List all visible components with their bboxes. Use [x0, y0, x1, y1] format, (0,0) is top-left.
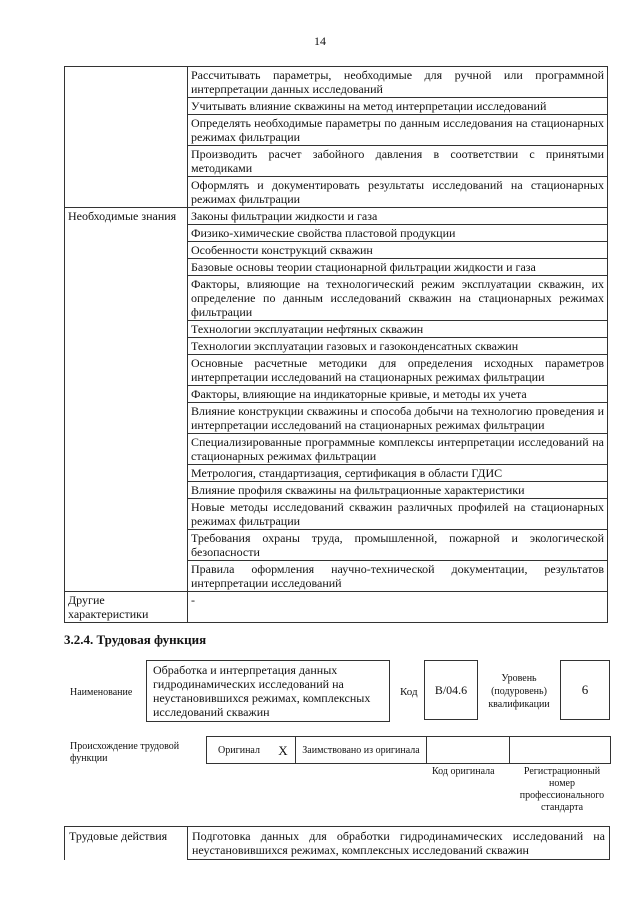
- knowledge-item: Основные расчетные методики для определения исходных параметров интерпретации исследований на стационарных режимах фильтрации: [188, 355, 608, 386]
- knowledge-item: Законы фильтрации жидкости и газа: [188, 208, 608, 225]
- knowledge-item: Требования охраны труда, промышленной, пожарной и экологической безопасности: [188, 530, 608, 561]
- other-value: -: [188, 592, 608, 623]
- knowledge-item: Физико-химические свойства пластовой продукции: [188, 225, 608, 242]
- knowledge-item: Особенности конструкций скважин: [188, 242, 608, 259]
- other-label: Другие характеристики: [65, 592, 188, 623]
- table-row: [65, 403, 608, 434]
- skill-item: Учитывать влияние скважины на метод интерпретации исследований: [188, 98, 608, 115]
- section-heading: 3.2.4. Трудовая функция: [64, 632, 207, 647]
- table-row: [65, 259, 608, 276]
- code-label: Код: [400, 686, 418, 698]
- actions-label: Трудовые действия: [65, 827, 188, 860]
- actions-table: [64, 826, 610, 860]
- table-row: [65, 321, 608, 338]
- knowledge-label: Необходимые знания: [65, 208, 188, 225]
- skill-item: Оформлять и документировать результаты исследований на стационарных режимах фильтрации: [188, 177, 608, 208]
- knowledge-item: Технологии эксплуатации газовых и газоконденсатных скважин: [188, 338, 608, 355]
- skill-item: Определять необходимые параметры по данным исследования на стационарных режимах фильтрации: [188, 115, 608, 146]
- table-row: [65, 386, 608, 403]
- table-row: [65, 465, 608, 482]
- level-value-box: 6: [560, 660, 610, 720]
- original-label: Оригинал: [207, 737, 272, 764]
- table-row: [65, 561, 608, 592]
- table-row: [65, 338, 608, 355]
- knowledge-item: Факторы, влияющие на индикаторные кривые, и методы их учета: [188, 386, 608, 403]
- row-label-empty: [65, 67, 188, 98]
- table-row: [65, 225, 608, 242]
- table-row: [65, 242, 608, 259]
- origin-code-cell: [427, 737, 510, 764]
- knowledge-item: Новые методы исследований скважин различных профилей на стационарных режимах фильтрации: [188, 499, 608, 530]
- table-row: [65, 67, 608, 98]
- skill-item: Производить расчет забойного давления в соответствии с принятыми методиками: [188, 146, 608, 177]
- table-row: [65, 146, 608, 177]
- borrowed-label: Заимствовано из оригинала: [296, 737, 427, 764]
- table-row: [65, 434, 608, 465]
- knowledge-item: Специализированные программные комплексы интерпретации исследований на стационарных режимах фильтрации: [188, 434, 608, 465]
- knowledge-item: Технологии эксплуатации нефтяных скважин: [188, 321, 608, 338]
- table-row: [65, 115, 608, 146]
- table-row: [65, 355, 608, 386]
- knowledge-item: Правила оформления научно-технической документации, результатов интерпретации исследований: [188, 561, 608, 592]
- table-row: [65, 482, 608, 499]
- knowledge-item: Влияние профиля скважины на фильтрационные характеристики: [188, 482, 608, 499]
- origin-label: Происхождение трудовой функции: [70, 741, 180, 764]
- origin-table: [206, 736, 611, 764]
- knowledge-item: Влияние конструкции скважины и способа добычи на технологию проведения и интерпретации исследований на стационарных режимах фильтрации: [188, 403, 608, 434]
- origin-code-caption: Код оригинала: [432, 766, 495, 777]
- knowledge-item: Базовые основы теории стационарной фильтрации жидкости и газа: [188, 259, 608, 276]
- table-row: [65, 276, 608, 321]
- original-mark: X: [271, 737, 296, 764]
- skill-item: Рассчитывать параметры, необходимые для ручной или программной интерпретации данных исследований: [188, 67, 608, 98]
- table-row: [65, 177, 608, 208]
- code-value-box: B/04.6: [424, 660, 478, 720]
- table-row: [65, 827, 610, 860]
- page-number: 14: [314, 34, 326, 48]
- knowledge-item: Метрология, стандартизация, сертификация в области ГДИС: [188, 465, 608, 482]
- table-row: [65, 98, 608, 115]
- knowledge-item: Факторы, влияющие на технологический режим эксплуатации скважин, их определение по данным исследований скважин на стационарных режимах фильтрации: [188, 276, 608, 321]
- table-row: [65, 208, 608, 225]
- function-name-box: Обработка и интерпретация данных гидродинамических исследований на неустановившихся режимах, комплексных исследований скважин: [146, 660, 390, 722]
- table-row: [65, 499, 608, 530]
- reg-number-cell: [510, 737, 611, 764]
- action-item: Подготовка данных для обработки гидродинамических исследований на неустановившихся режимах, комплексных исследований скважин: [188, 827, 610, 860]
- requirements-table: [64, 66, 608, 623]
- level-label: Уровень (подуровень) квалификации: [488, 673, 550, 710]
- reg-number-caption: Регистрационный номер профессионального стандарта: [519, 766, 605, 813]
- table-row: [65, 592, 608, 623]
- name-label: Наименование: [70, 687, 133, 698]
- table-row: [65, 530, 608, 561]
